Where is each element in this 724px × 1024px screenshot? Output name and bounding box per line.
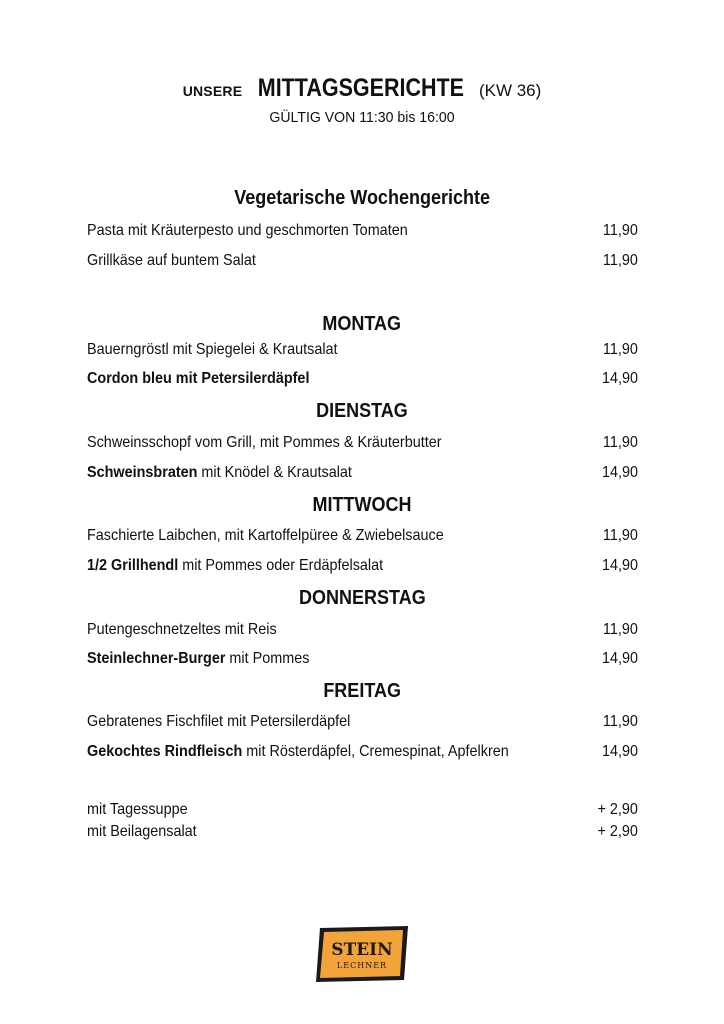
menu-item-row: [87, 339, 638, 361]
dish-name: Putengeschnetzeltes mit Reis: [87, 621, 277, 638]
day-heading-dienstag: DIENSTAG: [316, 400, 408, 422]
logo-text-line1: STEIN: [331, 940, 393, 960]
dish-price: 14,90: [601, 370, 638, 387]
menu-item-row: [87, 619, 638, 641]
dish-price: 14,90: [601, 743, 638, 760]
dish-price: 11,90: [603, 713, 638, 730]
menu-item-row: [87, 741, 638, 763]
menu-item-row: [87, 432, 638, 454]
dish-name: 1/2 Grillhendl mit Pommes oder Erdäpfelsalat: [87, 557, 384, 574]
menu-item-row: [87, 525, 638, 547]
menu-item-row: [87, 368, 638, 390]
vegetarian-heading: Vegetarische Wochengerichte: [234, 187, 490, 209]
menu-item-row: [87, 462, 638, 484]
menu-item-row: [87, 250, 638, 272]
day-heading-mittwoch: MITTWOCH: [312, 494, 412, 516]
menu-item-row: [87, 220, 638, 242]
dish-price: 11,90: [603, 527, 638, 544]
menu-title: [0, 74, 724, 103]
validity-text: GÜLTIG VON 11:30 bis 16:00: [269, 109, 455, 126]
dish-name: Gekochtes Rindfleisch mit Rösterdäpfel, Cremespinat, Apfelkren: [87, 743, 509, 760]
dish-name: Bauerngröstl mit Spiegelei & Krautsalat: [87, 341, 338, 358]
dish-price: 14,90: [601, 464, 638, 481]
dish-price: 11,90: [603, 341, 638, 358]
day-heading-freitag: FREITAG: [323, 680, 401, 702]
day-heading-montag: MONTAG: [322, 313, 402, 335]
dish-price: 14,90: [601, 650, 638, 667]
steinlechner-logo: [312, 924, 412, 984]
menu-item-row: [87, 648, 638, 670]
logo-text-line2: LECHNER: [336, 961, 388, 970]
dish-price: 11,90: [603, 434, 638, 451]
extra-name: mit Beilagensalat: [87, 823, 197, 840]
dish-price: 14,90: [601, 557, 638, 574]
dish-price: 11,90: [603, 621, 638, 638]
dish-name: Schweinsbraten mit Knödel & Krautsalat: [87, 464, 352, 481]
menu-item-row: [87, 711, 638, 733]
day-heading-donnerstag: DONNERSTAG: [298, 587, 426, 609]
title-main: MITTAGSGERICHTE: [257, 74, 464, 102]
dish-name: Cordon bleu mit Petersilerdäpfel: [87, 370, 310, 387]
extra-price: + 2,90: [597, 823, 638, 840]
dish-price: 11,90: [603, 252, 638, 269]
title-week: (KW 36): [478, 81, 542, 100]
extra-price: + 2,90: [597, 801, 638, 818]
extra-row: [87, 822, 638, 842]
dish-name: Gebratenes Fischfilet mit Petersilerdäpfel: [87, 713, 351, 730]
dish-name: Schweinsschopf vom Grill, mit Pommes & Kräuterbutter: [87, 434, 442, 451]
dish-name: Pasta mit Kräuterpesto und geschmorten Tomaten: [87, 222, 408, 239]
extra-row: [87, 800, 638, 820]
dish-price: 11,90: [603, 222, 638, 239]
dish-name: Grillkäse auf buntem Salat: [87, 252, 256, 269]
dish-name: Faschierte Laibchen, mit Kartoffelpüree & Zwiebelsauce: [87, 527, 444, 544]
extra-name: mit Tagessuppe: [87, 801, 188, 818]
title-prefix: UNSERE: [182, 83, 243, 99]
dish-name: Steinlechner-Burger mit Pommes: [87, 650, 310, 667]
menu-item-row: [87, 555, 638, 577]
